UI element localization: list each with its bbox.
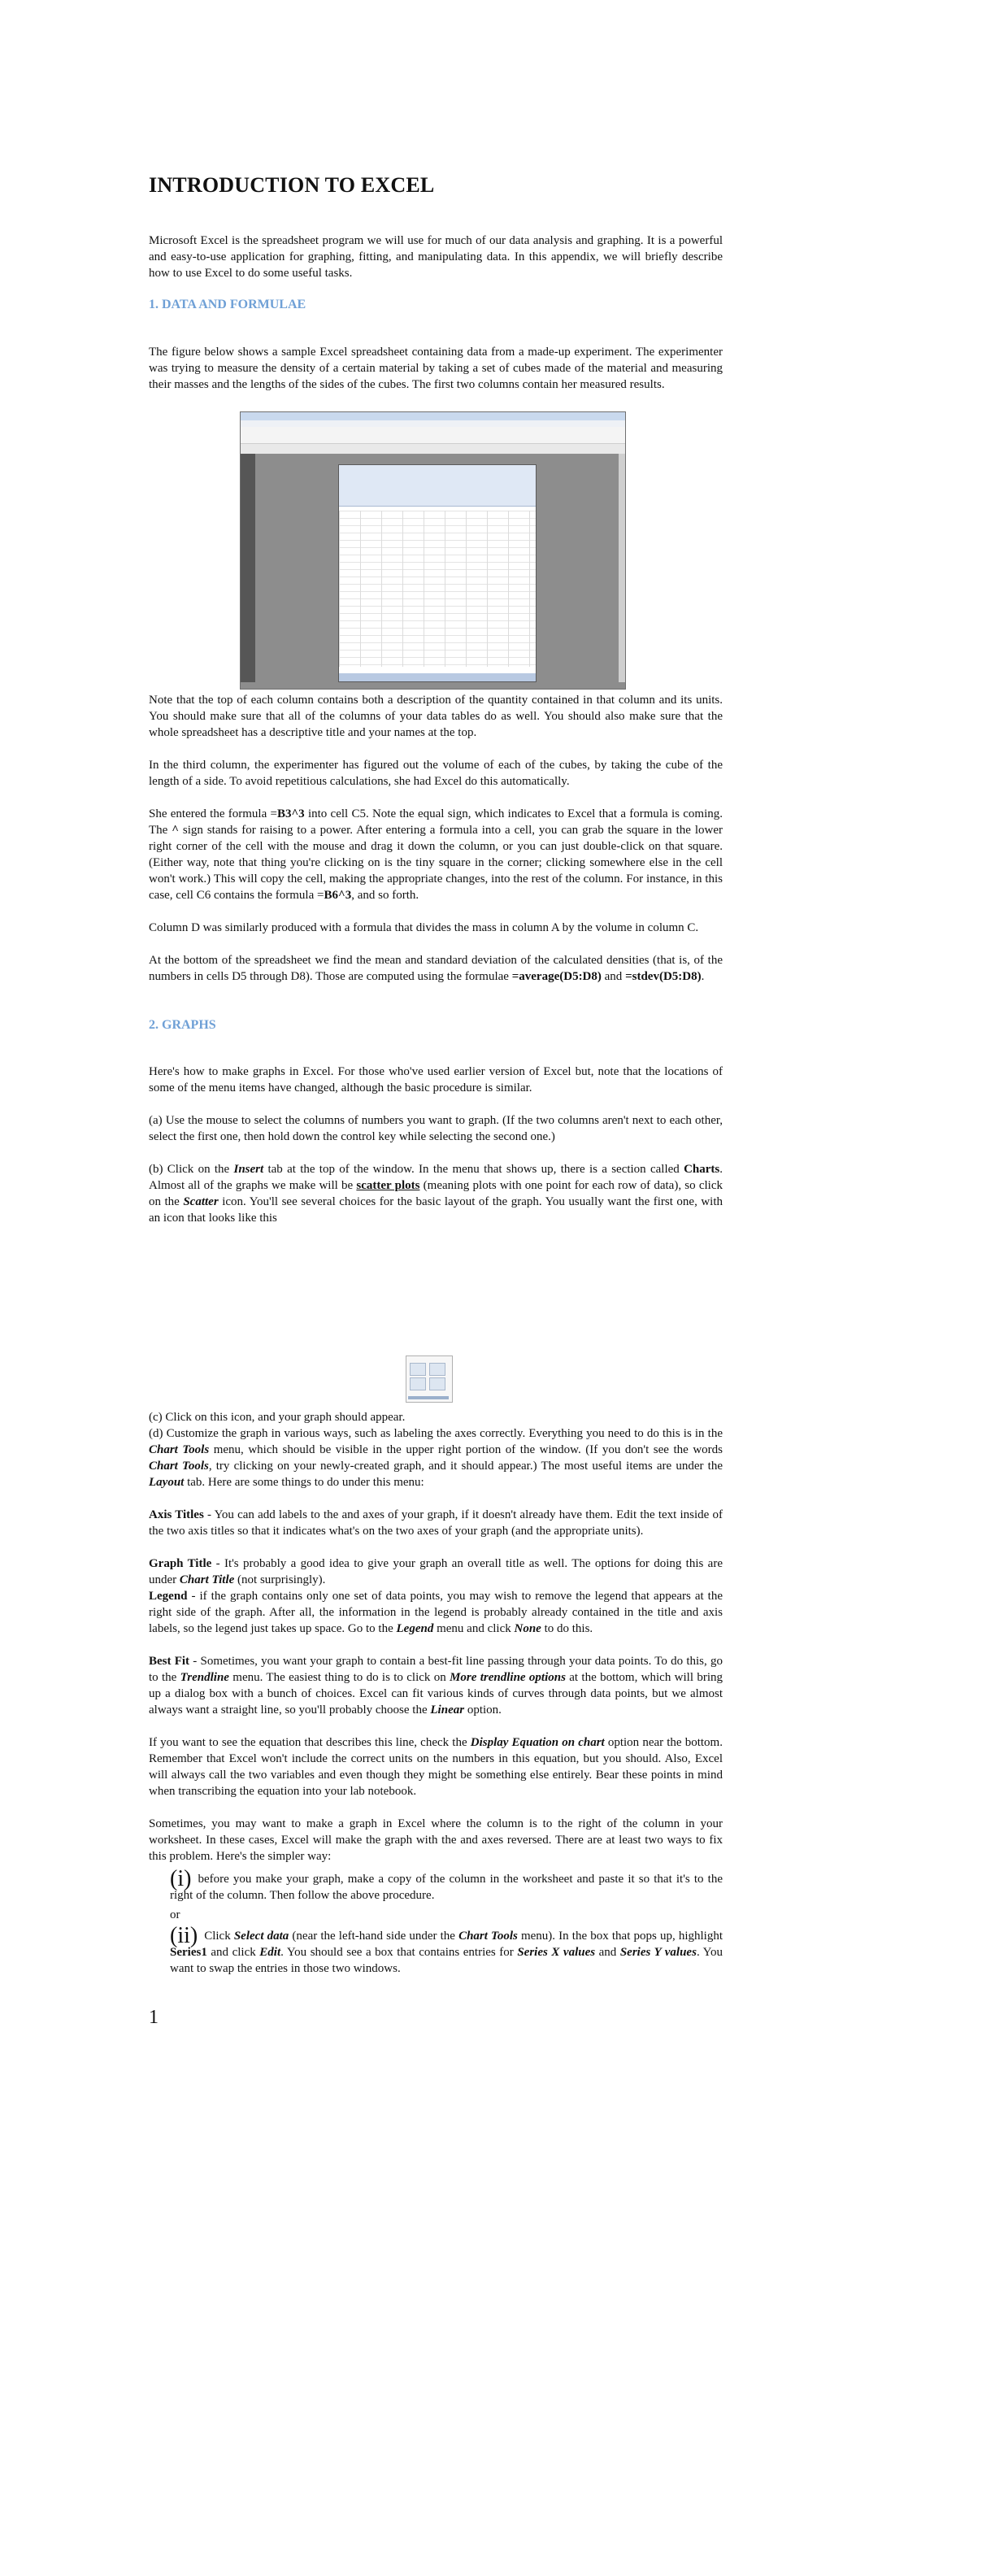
spreadsheet-window bbox=[338, 464, 537, 682]
text: (not surprisingly). bbox=[234, 1573, 326, 1586]
scatter-option-icon bbox=[429, 1363, 445, 1376]
paragraph bbox=[149, 1507, 723, 1539]
window-menubar bbox=[241, 420, 625, 427]
formula: =average(D5:D8) bbox=[511, 970, 602, 983]
status-bar bbox=[339, 673, 536, 681]
text: . You should see a box that contains entries for bbox=[280, 1946, 518, 1959]
page-number: 1 bbox=[149, 2007, 159, 2028]
menu-term: Chart Tools bbox=[149, 1443, 210, 1456]
scatter-chart-icon bbox=[406, 1355, 453, 1403]
text: - It's probably a good idea to give your graph an overall title as well. The options for doing this are under bbox=[149, 1557, 723, 1586]
text: into cell C5. Note the equal sign, which indicates to Excel that a formula is coming. The bbox=[149, 807, 723, 837]
menu-term: Charts bbox=[684, 1163, 720, 1176]
paragraph bbox=[149, 1588, 723, 1637]
window-toolbar-secondary bbox=[241, 444, 625, 454]
text: option. bbox=[464, 1704, 502, 1717]
menu-term: Layout bbox=[149, 1476, 185, 1489]
window-titlebar bbox=[241, 412, 625, 420]
excel-screenshot-figure bbox=[240, 411, 626, 690]
paragraph: Sometimes, you may want to make a graph in Excel where the column is to the right of the column in your worksheet. In these cases, Excel will make the graph with the and axes reversed. There are at least two ways to fix this problem. Here's the simpler way: bbox=[149, 1817, 723, 1863]
paragraph: Note that the top of each column contains both a description of the quantity contained in that column and its units. You should make sure that all of the columns of your data tables do as well. You should also make sure that the whole spreadsheet has a descriptive title and your names at the top. bbox=[149, 694, 723, 739]
menu-term: Chart Title bbox=[179, 1573, 235, 1586]
text: , and so forth. bbox=[351, 889, 419, 902]
paragraph: Column D was similarly produced with a formula that divides the mass in column A by the volume in column C. bbox=[149, 921, 699, 934]
text: . Almost all of the graphs we make will be bbox=[149, 1163, 723, 1192]
paragraph bbox=[149, 1425, 723, 1490]
side-panel bbox=[241, 454, 255, 682]
item-number: (i) bbox=[170, 1866, 192, 1891]
formula: B3^3 bbox=[276, 807, 305, 820]
scatter-option-icon bbox=[410, 1377, 426, 1390]
menu-term: Display Equation on chart bbox=[470, 1736, 605, 1749]
text: menu). In the box that pops up, highlight bbox=[517, 1930, 723, 1943]
text: icon. You'll see several choices for the basic layout of the graph. You usually want the first one, with an icon that looks like this bbox=[149, 1195, 723, 1225]
menu-term: None bbox=[514, 1622, 541, 1635]
paragraph: Here's how to make graphs in Excel. For those who've used earlier version of Excel but, note that the locations of some of the menu items have changed, although the basic procedure is similar. bbox=[149, 1065, 723, 1094]
paragraph: (a) Use the mouse to select the columns of numbers you want to graph. (If the two columns aren't next to each other, select the first one, then hold down the control key while selecting the second one.) bbox=[149, 1114, 723, 1143]
text: option near the bottom. Remember that Excel won't include the correct units on the numbers in this equation, but you should. Also, Excel will always call the two variables and even though they might be something else entirely. Bear these points in mind when transcribing the equation into your lab notebook. bbox=[149, 1736, 723, 1798]
text: Click bbox=[204, 1930, 234, 1943]
paragraph bbox=[149, 1556, 723, 1588]
text: and bbox=[601, 970, 626, 983]
menu-term: Series1 bbox=[170, 1946, 207, 1959]
menu-term: More trendline options bbox=[450, 1671, 566, 1684]
text: sign stands for raising to a power. After entering a formula into a cell, you can grab the square in the lower right corner of the cell with the mouse and drag it down the column, or you can just double-click on that square. (Either way, note that thing you're clicking on is the tiny square in the corner; clicking somewhere else in the cell won't work.) This will copy the cell, making the appropriate changes, into the rest of the column. For instance, in this case, cell C6 contains the formula = bbox=[149, 824, 723, 902]
list-item bbox=[170, 1923, 723, 1977]
menu-term: Series X values bbox=[517, 1946, 596, 1959]
text: (meaning plots with one point for each row of data), so click on the bbox=[149, 1179, 723, 1208]
text: At the bottom of the spreadsheet we find the mean and standard deviation of the calculated densities (that is, of the numbers in cells D5 through D8). Those are computed using the formulae bbox=[149, 954, 723, 983]
text: at the bottom, which will bring up a dialog box with a bunch of choices. Excel can fit various kinds of curves through data points, but we almost always want a straight line, so you'll probably choose the bbox=[149, 1671, 723, 1717]
all-chart-types-link bbox=[408, 1396, 449, 1399]
menu-term: Legend bbox=[396, 1622, 434, 1635]
text: If you want to see the equation that describes this line, check the bbox=[149, 1736, 471, 1749]
section-heading-graphs: 2. GRAPHS bbox=[149, 1018, 216, 1032]
paragraph bbox=[149, 1161, 723, 1226]
text: , try clicking on your newly-created graph, and it should appear.) The most useful items are under the bbox=[208, 1460, 723, 1473]
menu-term: Series Y values bbox=[619, 1946, 697, 1959]
menu-term: Edit bbox=[259, 1946, 281, 1959]
text: and click bbox=[206, 1946, 260, 1959]
item-number: (ii) bbox=[170, 1923, 198, 1948]
item-label: Best Fit bbox=[149, 1655, 190, 1668]
text: (near the left-hand side under the bbox=[289, 1930, 459, 1943]
paragraph: In the third column, the experimenter has figured out the volume of each of the cubes, by taking the cube of the length of a side. To avoid repetitious calculations, she had Excel do this automatically. bbox=[149, 759, 723, 788]
item-label: Legend bbox=[149, 1590, 188, 1603]
item-label: Graph Title bbox=[149, 1557, 212, 1570]
text: - You can add labels to the and axes of your graph, if it doesn't already have them. Edit the text inside of the two axis titles so that it indicates what's on the two axes of your graph (and the appropriate units). bbox=[149, 1508, 723, 1538]
menu-term: Chart Tools bbox=[149, 1460, 209, 1473]
menu-term: Trendline bbox=[180, 1671, 229, 1684]
intro-paragraph: Microsoft Excel is the spreadsheet program we will use for much of our data analysis and graphing. It is a powerful and easy-to-use application for graphing, fitting, and manipulating data. In this appendix, we will briefly describe how to use Excel to do some useful tasks. bbox=[149, 234, 723, 280]
section-heading-data: 1. DATA AND FORMULAE bbox=[149, 298, 306, 311]
text: (d) Customize the graph in various ways, such as labeling the axes correctly. Everything you need to do this is in the bbox=[149, 1427, 723, 1440]
paragraph bbox=[149, 952, 723, 985]
menu-term: Insert bbox=[233, 1163, 264, 1176]
conjunction: or bbox=[170, 1908, 180, 1921]
text: menu and click bbox=[433, 1622, 515, 1635]
paragraph: (c) Click on this icon, and your graph should appear. bbox=[149, 1411, 406, 1424]
page-title: INTRODUCTION TO EXCEL bbox=[149, 173, 435, 197]
paragraph bbox=[149, 806, 723, 903]
text: menu. The easiest thing to do is to click on bbox=[228, 1671, 450, 1684]
formula: B6^3 bbox=[324, 889, 352, 902]
ribbon bbox=[339, 465, 536, 507]
scrollbar bbox=[619, 454, 625, 682]
item-label: Axis Titles bbox=[149, 1508, 204, 1521]
text: (b) Click on the bbox=[149, 1163, 234, 1176]
menu-term: Chart Tools bbox=[458, 1930, 518, 1943]
paragraph bbox=[149, 1734, 723, 1799]
spreadsheet-grid bbox=[339, 511, 536, 667]
list-item bbox=[170, 1866, 723, 1904]
text: and bbox=[595, 1946, 620, 1959]
text: - if the graph contains only one set of data points, you may wish to remove the legend that appears at the right side of the graph. After all, the information in the legend is probably already contained in the title and axis labels, so the legend just takes up space. Go to the bbox=[149, 1590, 723, 1635]
scatter-option-icon bbox=[410, 1363, 426, 1376]
formula: =stdev(D5:D8) bbox=[625, 970, 702, 983]
text: before you make your graph, make a copy of the column in the worksheet and paste it so that it's to the right of the column. Then follow the above procedure. bbox=[170, 1873, 723, 1902]
text: - Sometimes, you want your graph to contain a best-fit line passing through your data points. To do this, go to the bbox=[149, 1655, 723, 1684]
text: to do this. bbox=[541, 1622, 593, 1635]
text: menu, which should be visible in the upper right portion of the window. (If you don't see the words bbox=[209, 1443, 723, 1456]
menu-term: Linear bbox=[430, 1704, 465, 1717]
menu-term: Scatter bbox=[183, 1195, 219, 1208]
text: . bbox=[701, 970, 705, 983]
text: . You want to swap the entries in those two windows. bbox=[170, 1946, 723, 1975]
text: She entered the formula = bbox=[149, 807, 277, 820]
text: tab. Here are some things to do under this menu: bbox=[184, 1476, 424, 1489]
caret-symbol: ^ bbox=[172, 824, 179, 837]
paragraph: The figure below shows a sample Excel spreadsheet containing data from a made-up experiment. The experimenter was trying to measure the density of a certain material by taking a set of cubes made of the material and measuring their masses and the lengths of the sides of the cubes. The first two columns contain her measured results. bbox=[149, 346, 723, 391]
scatter-option-icon bbox=[429, 1377, 445, 1390]
window-toolbar bbox=[241, 427, 625, 444]
text: tab at the top of the window. In the menu that shows up, there is a section called bbox=[263, 1163, 684, 1176]
paragraph bbox=[149, 1653, 723, 1718]
menu-term: Select data bbox=[233, 1930, 289, 1943]
emphasized-term: scatter plots bbox=[356, 1179, 420, 1192]
